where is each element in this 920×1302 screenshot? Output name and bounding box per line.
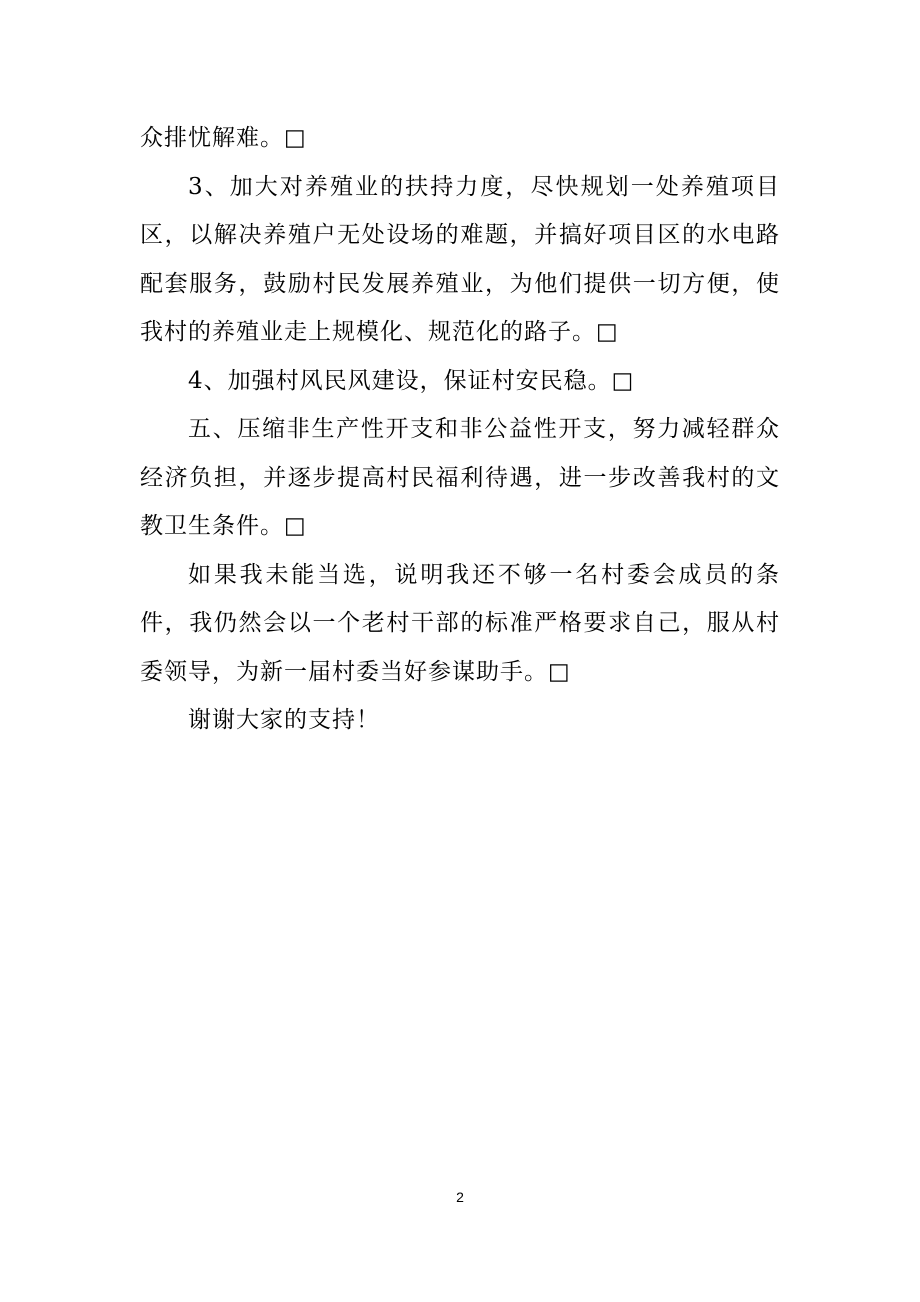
paragraph-item-4: 4、加强村风民风建设，保证村安民稳。□ [188,367,635,394]
paragraph-section-5: 五、压缩非生产性开支和非公益性开支，努力减轻群众经济负担，并逐步提高村民福利待遇，进一步改善我村的文教卫生条件。□ [140,416,780,539]
paragraph-thanks: 谢谢大家的支持！ [188,707,380,733]
paragraph-item-3: 3、加大对养殖业的扶持力度，尽快规划一处养殖项目区，以解决养殖户无处设场的难题，并搞好项目区的水电路配套服务，鼓励村民发展养殖业，为他们提供一切方便，使我村的养殖业走上规模化、规范化的路子。□ [140,173,780,345]
page-number: 2 [456,1189,464,1205]
paragraph-if-not-elected: 如果我未能当选，说明我还不够一名村委会成员的条件，我仍然会以一个老村干部的标准严格要求自己，服从村委领导，为新一届村委当好参谋助手。□ [140,561,780,685]
document-body [140,114,780,745]
paragraph-continuation: 众排忧解难。□ [140,125,307,151]
